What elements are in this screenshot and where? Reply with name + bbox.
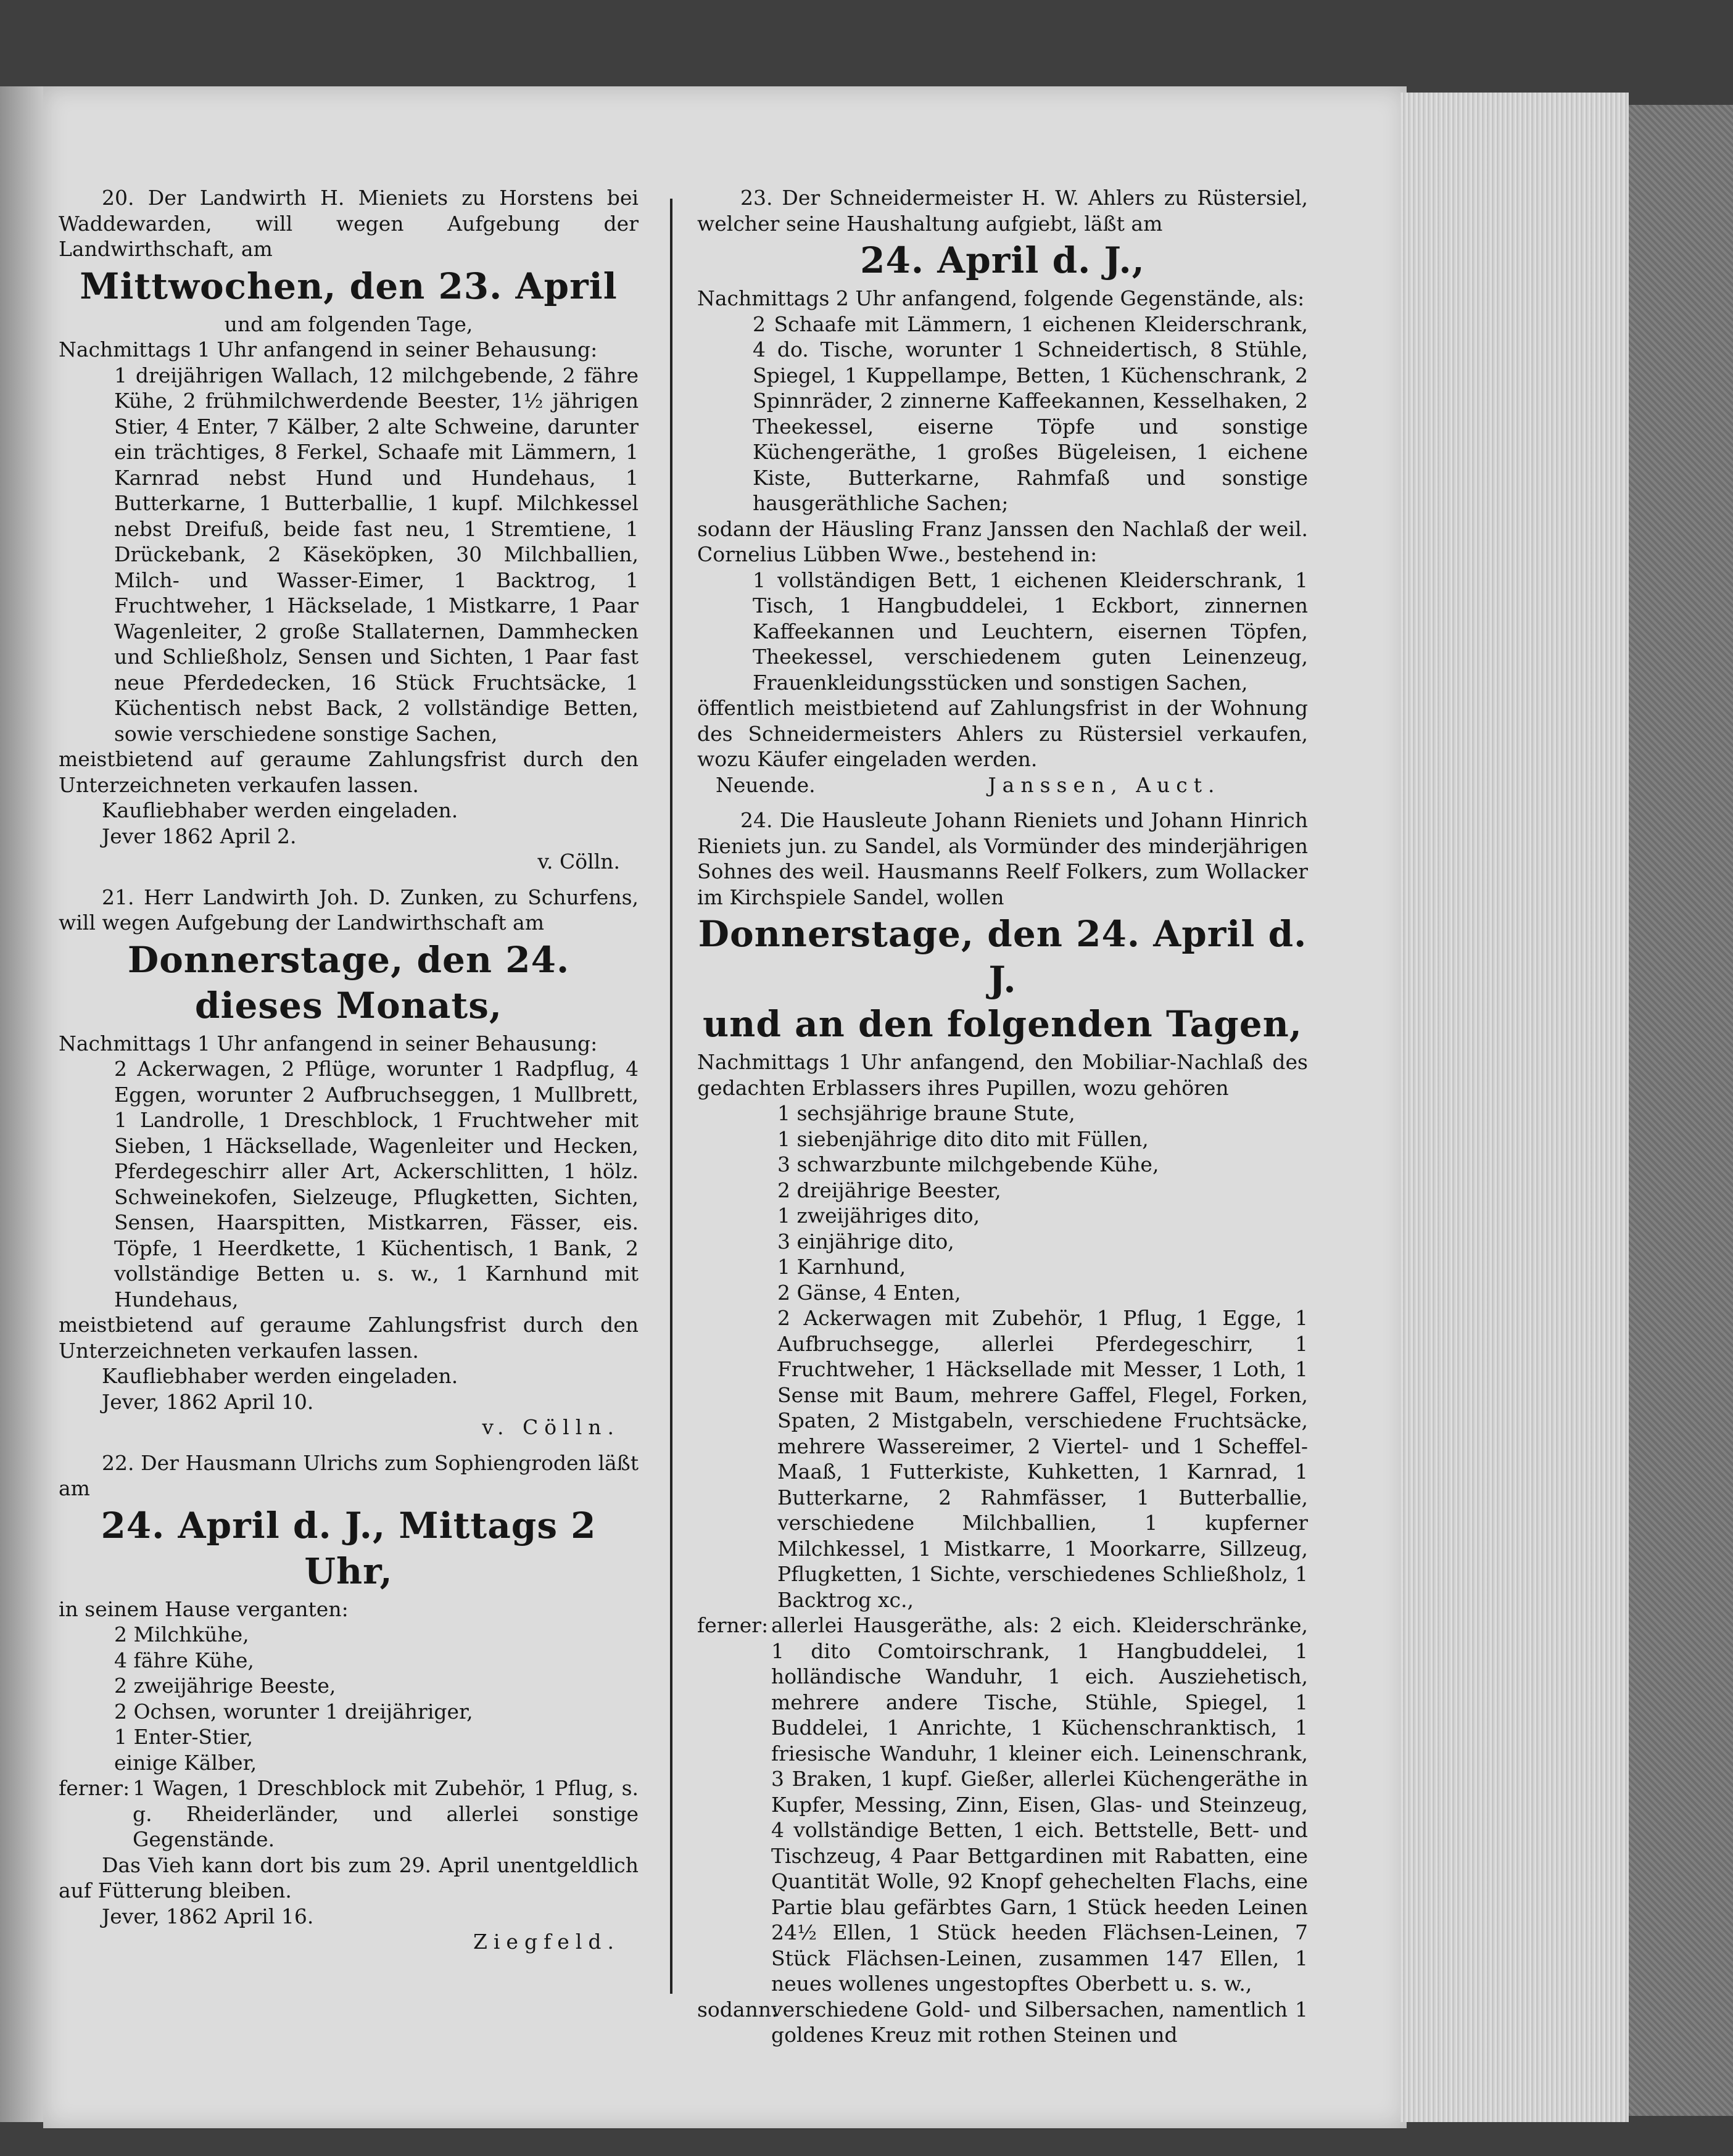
notice-22 bbox=[59, 1450, 639, 1955]
notice-21-outro: meistbietend auf geraume Zahlungsfrist durch den Unterzeichneten verkaufen lassen. bbox=[59, 1313, 639, 1363]
left-page-edge bbox=[0, 86, 43, 2122]
notice-24-list-item: 3 schwarzbunte milchgebende Kühe, bbox=[777, 1152, 1159, 1176]
notice-20-lead: Nachmittags 1 Uhr anfangend in seiner Behausung: bbox=[59, 337, 598, 361]
notice-20 bbox=[59, 185, 639, 875]
notice-23-items2: 1 vollständigen Bett, 1 eichenen Kleiderschrank, 1 Tisch, 1 Hangbuddelei, 1 Eckbort, zinnernen Kaffeekannen und Leuchtern, eisernen Töpfen, Theekessel, verschiedenem guten Leinenzeug, Frauenkleidungsstücken und sonstigen Sachen, bbox=[753, 568, 1308, 695]
notice-20-date: Mittwochen, den 23. April bbox=[80, 265, 618, 307]
notice-24-list-item: 1 sechsjährige braune Stute, bbox=[777, 1101, 1075, 1125]
notice-23-date: 24. April d. J., bbox=[860, 239, 1145, 281]
notice-22-list-item: 2 Milchkühe, bbox=[114, 1622, 249, 1646]
notice-22-lead: in seinem Hause verganten: bbox=[59, 1596, 349, 1621]
notice-22-ferner-text: 1 Wagen, 1 Dreschblock mit Zubehör, 1 Pflug, s. g. Rheiderländer, und allerlei sonstige Gegenstände. bbox=[133, 1776, 639, 1851]
notice-23 bbox=[697, 185, 1308, 798]
notice-23-outro: öffentlich meistbietend auf Zahlungsfrist in der Wohnung des Schneidermeisters Ahlers zu Rüstersiel verkaufen, wozu Käufer eingeladen werden. bbox=[697, 696, 1308, 771]
notice-23-intro: 23. Der Schneidermeister H. W. Ahlers zu Rüstersiel, welcher seine Haushaltung aufgiebt, läßt am bbox=[697, 186, 1308, 236]
notice-21-intro: 21. Herr Landwirth Joh. D. Zunken, zu Schurfens, will wegen Aufgebung der Landwirthschaft am bbox=[59, 885, 639, 935]
notice-20-intro: 20. Der Landwirth H. Mieniets zu Horstens bei Waddewarden, will wegen Aufgebung der Landwirthschaft, am bbox=[59, 186, 639, 261]
notice-22-list-item: 1 Enter-Stier, bbox=[114, 1725, 254, 1749]
right-column bbox=[697, 185, 1308, 2048]
notice-20-sign: v. Cölln. bbox=[537, 849, 620, 874]
notice-24-sodann bbox=[697, 1997, 1308, 2048]
notice-24-list-item: 1 siebenjährige dito dito mit Füllen, bbox=[777, 1126, 1149, 1151]
notice-24-sodann-text: verschiedene Gold- und Silbersachen, namentlich 1 goldenes Kreuz mit rothen Steinen und bbox=[771, 1997, 1308, 2047]
notice-23-sign: Janssen, Auct. bbox=[988, 772, 1221, 797]
notice-24-ferner bbox=[697, 1613, 1308, 1997]
notice-22-intro: 22. Der Hausmann Ulrichs zum Sophiengroden läßt am bbox=[59, 1450, 639, 1500]
notice-20-outro: meistbietend auf geraume Zahlungsfrist durch den Unterzeichneten verkaufen lassen. bbox=[59, 747, 639, 797]
notice-24-list-item: 2 Gänse, 4 Enten, bbox=[777, 1280, 961, 1305]
notice-23-footer bbox=[697, 772, 1308, 798]
notice-24 bbox=[697, 807, 1308, 2048]
notice-23-sodann: sodann der Häusling Franz Janssen den Nachlaß der weil. Cornelius Lübben Wwe., bestehend in: bbox=[697, 516, 1308, 566]
notice-20-sub: und am folgenden Tage, bbox=[224, 312, 473, 336]
notice-21-items: 2 Ackerwagen, 2 Pflüge, worunter 1 Radpflug, 4 Eggen, worunter 2 Aufbruchseggen, 1 Mullbrett, 1 Landrolle, 1 Dreschblock, 1 Fruchtweher mit Sieben, 1 Häcksellade, Wagenleiter und Hecken, Pferdegeschirr aller Art, Ackerschlitten, 1 hölz. Schweinekofen, Sielzeuge, Pflugketten, Sichten, Sensen, Haarspitten, Mistkarren, Fässer, eis. Töpfe, 1 Heerdkette, 1 Küchentisch, 1 Bank, 2 vollständige Betten u. s. w., 1 Karnhund mit Hundehaus, bbox=[114, 1057, 639, 1311]
notice-24-date: Donnerstage, den 24. April d. J. bbox=[698, 913, 1307, 1001]
notice-21-lead: Nachmittags 1 Uhr anfangend in seiner Behausung: bbox=[59, 1031, 598, 1055]
notice-22-list-item: 2 Ochsen, worunter 1 dreijähriger, bbox=[114, 1699, 473, 1724]
notice-22-list-item: einige Kälber, bbox=[114, 1750, 257, 1775]
notice-22-note: Das Vieh kann dort bis zum 29. April unentgeldlich auf Fütterung bleiben. bbox=[59, 1852, 639, 1902]
notice-23-lead: Nachmittags 2 Uhr anfangend, folgende Gegenstände, als: bbox=[697, 286, 1305, 310]
notice-21-place: Jever, 1862 April 10. bbox=[102, 1389, 314, 1414]
notice-20-items: 1 dreijährigen Wallach, 12 milchgebende, 2 fähre Kühe, 2 frühmilchwerdende Beester, 1½ jährigen Stier, 4 Enter, 7 Kälber, 2 alte Schweine, darunter ein trächtiges, 8 Ferkel, Schaafe mit Lämmern, 1 Karnrad nebst Hund und Hundehaus, 1 Butterkarne, 1 Butterballie, 1 kupf. Milchkessel nebst Dreifuß, beide fast neu, 1 Stremtiene, 1 Drückebank, 2 Käseköpken, 30 Milchballien, Milch- und Wasser-Eimer, 1 Backtrog, 1 Fruchtweher, 1 Häckselade, 1 Mistkarre, 1 Paar Wagenleiter, 2 große Stallaternen, Dammhecken und Schließholz, Sensen und Sichten, 1 Paar fast neue Pferdedecken, 16 Stück Fruchtsäcke, 1 Küchentisch nebst Back, 2 vollständige Betten, sowie verschiedene sonstige Sachen, bbox=[114, 363, 639, 746]
notice-22-list-item: 2 zweijährige Beeste, bbox=[114, 1674, 336, 1698]
notice-24-items: 2 Ackerwagen mit Zubehör, 1 Pflug, 1 Egge, 1 Aufbruchsegge, allerlei Pferdegeschirr, 1 Fruchtweher, 1 Häcksellade mit Messer, 1 Loth, 1 Sense mit Baum, mehrere Gaffel, Flegel, Forken, Spaten, 2 Mistgabeln, verschiedene Fruchtsäcke, mehrere Wassereimer, 2 Viertel- und 1 Scheffel-Maaß, 1 Futterkiste, Kuhketten, 1 Karnrad, 1 Butterkarne, 2 Rahmfässer, 1 Butterballie, verschiedene Milchballien, 1 kupferner Milchkessel, 1 Mistkarre, 1 Moorkarre, Sillzeug, Pflugketten, 1 Sichte, verschiedenes Schließholz, 1 Backtrog xc., bbox=[777, 1306, 1308, 1612]
notice-24-date-sub: und an den folgenden Tagen, bbox=[703, 1003, 1302, 1045]
notice-24-intro: 24. Die Hausleute Johann Rieniets und Johann Hinrich Rieniets jun. zu Sandel, als Vormünder des minderjährigen Sohnes des weil. Hausmanns Reelf Folkers, zum Wollacker im Kirchspiele Sandel, wollen bbox=[697, 808, 1308, 909]
book-cover bbox=[1629, 105, 1733, 2116]
column-rule bbox=[670, 199, 672, 1994]
notice-24-list-item: 2 dreijährige Beester, bbox=[777, 1178, 1001, 1202]
notice-24-ferner-text: allerlei Hausgeräthe, als: 2 eich. Kleiderschränke, 1 dito Comtoirschrank, 1 Hangbuddelei, 1 holländische Wanduhr, 1 eich. Ausziehetisch, mehrere andere Tische, Stühle, Spiegel, 1 Buddelei, 1 Anrichte, 1 Küchenschranktisch, 1 friesische Wanduhr, 1 kleiner eich. Leinenschrank, 3 Braken, 1 kupf. Gießer, allerlei Küchengeräthe in Kupfer, Messing, Zinn, Eisen, Glas- und Steinzeug, 4 vollständige Betten, 1 eich. Bettstelle, Bett- und Tischzeug, 4 Paar Bettgardinen mit Rabatten, eine Quantität Wolle, 92 Knopf gehechelten Flachs, eine Partie blau gefärbtes Garn, 1 Stück heeden Leinen 24½ Ellen, 1 Stück heeden Flächsen-Leinen, 7 Stück Flächsen-Leinen, zusammen 147 Ellen, 1 neues wollenes ungestopftes Oberbett u. s. w., bbox=[771, 1613, 1308, 1996]
notice-21-sign: v. Cölln. bbox=[482, 1415, 620, 1439]
notice-21-date: Donnerstage, den 24. dieses Monats, bbox=[127, 938, 570, 1026]
notice-22-sign: Ziegfeld. bbox=[473, 1930, 620, 1954]
notice-21 bbox=[59, 885, 639, 1440]
notice-22-place: Jever, 1862 April 16. bbox=[102, 1904, 314, 1928]
notice-24-list-item: 1 zweijähriges dito, bbox=[777, 1204, 980, 1228]
notice-21-invite: Kaufliebhaber werden eingeladen. bbox=[102, 1364, 458, 1388]
page-stack bbox=[1400, 93, 1629, 2122]
notice-22-list-item: 4 fähre Kühe, bbox=[114, 1648, 254, 1672]
notice-22-ferner-label: ferner: bbox=[59, 1776, 130, 1800]
left-column bbox=[59, 185, 639, 1955]
notice-22-date: 24. April d. J., Mittags 2 Uhr, bbox=[101, 1504, 597, 1592]
notice-20-invite: Kaufliebhaber werden eingeladen. bbox=[102, 798, 458, 822]
notice-24-list-item: 1 Karnhund, bbox=[777, 1255, 906, 1279]
notice-22-ferner bbox=[59, 1775, 639, 1852]
notice-23-place: Neuende. bbox=[716, 772, 816, 797]
notice-20-place: Jever 1862 April 2. bbox=[102, 824, 297, 848]
notice-24-ferner-label: ferner: bbox=[697, 1613, 769, 1637]
notice-24-list-item: 3 einjährige dito, bbox=[777, 1229, 954, 1254]
notice-24-sodann-label: sodann: bbox=[697, 1997, 779, 2022]
notice-24-lead: Nachmittags 1 Uhr anfangend, den Mobiliar-Nachlaß des gedachten Erblassers ihres Pupillen, wozu gehören bbox=[697, 1050, 1308, 1100]
notice-23-items: 2 Schaafe mit Lämmern, 1 eichenen Kleiderschrank, 4 do. Tische, worunter 1 Schneidertisch, 8 Stühle, Spiegel, 1 Kuppellampe, Betten, 1 Küchenschrank, 2 Spinnräder, 2 zinnerne Kaffeekannen, Kesselhaken, 2 Theekessel, eiserne Töpfe und sonstige Küchengeräthe, 1 großes Bügeleisen, 1 eichene Kiste, Butterkarne, Rahmfaß und sonstige hausgeräthliche Sachen; bbox=[753, 312, 1308, 515]
